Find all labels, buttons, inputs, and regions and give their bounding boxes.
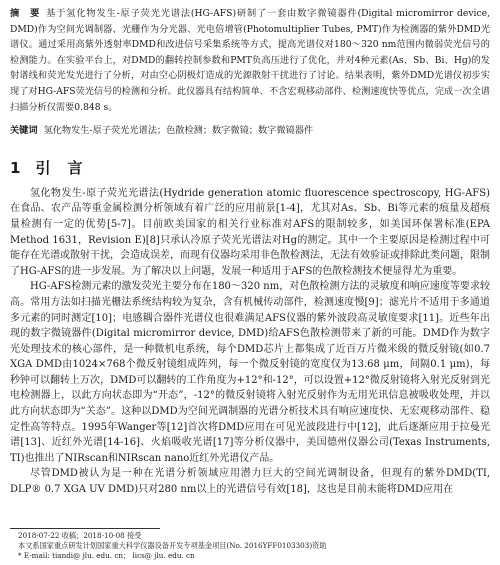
paragraph: HG-AFS检测元素的激发荧光主要分布在180～320 nm，对色散检测方法的灵敏度和响应速度等要求较高。常用方法如扫描光栅法系统结构较为复杂，含有机械传动部件，检测速度慢[9]；滤光片不适用于多通道多元素的同时测定[10]；电感耦合器件光谱仪也很难满足AFS仪器的紫外波段高灵敏度要求[11]。近些年出现的数字微镜器件(Digital micromirror device, DMD)给AFS色散检测带来了新的可能。DMD作为数字光处理技术的核心部件，是一种微机电系统，每个DMD芯片上都集成了近百万片微米级的微反射镜(如0.7 XGA DMD由1024×768个微反射镜组成阵列，每一个微反射镜的宽度仅为13.68 μm，间隔0.1 μm)，每秒钟可以翻转上万次，DMD可以翻转的工作角度为+12°和-12°，可以设置+12°微反射镜将入射光反射到光电检测器上，以此方向状态即为“开态”，-12°的微反射镜将入射光反射作为无用光讯信息被吸收处理，并以此方向状态即为“关态”。这种以DMD为空间光调制器的光谱分析技术具有响应速度快、无宏观移动部件、稳定性高等特点。1995年Wanger等[12]首次将DMD应用在可见光波段进行中[12]，此后逐渐应用于拉曼光谱[13]、近红外光谱[14-16]、火焰吸收光谱[17]等分析仪器中，美国德州仪器公司(Texas Instruments, TI)也推出了NIRscan和NIRscan nano近红外光谱仪产品。 [10,281,490,464]
keywords [10,123,490,139]
paragraph: 氢化物发生-原子荧光光谱法(Hydride generation atomic fluorescence spectroscopy, HG-AFS)在食品、农产品等重金属检测分析领域有着广泛的应用前景[1-4]，尤其对As、Sb、Bi等元素的痕量及超痕量检测有一定的优势[5-7]。目前欧美国家的相关行业标准对AFS的限制较多，如美国环保署标准(EPA Method 1631，Revision E)[8]只承认冷原子荧光光谱法对Hg的测定。其中一个主要原因是检测过程中可能存在光谱或散射干扰，会造成误差，而现有仪器均采用非色散检测法，无法有效验证或排除此类问题，限制了HG-AFS的进一步发展。为了解决以上问题，发展一种适用于AFS的色散检测技术便显得尤为重要。 [10,187,490,277]
abstract-label: 摘 要 [10,8,41,19]
footnotes [10,531,490,562]
section-number: 1 [10,158,22,177]
keywords-text: 氢化物发生-原子荧光光谱法；色散检测；数字微镜；数字微镜器件 [43,125,314,137]
abstract [10,6,490,115]
paragraph: 尽管DMD被认为是一种在光谱分析领域应用潜力巨大的空间光调制设备，但现有的紫外DMD(TI, DLP® 0.7 XGA UV DMD)只对280 nm以上的光谱信号有效[18]，这也是目前未能将DMD应用在 [10,468,490,496]
body-text [10,186,490,498]
section-heading [10,157,490,178]
footnote-funding: 本文系国家重点研发计划国家重大科学仪器设备开发专项基金项目(No. 2016YFF0103303)资助 [18,541,327,551]
keywords-label: 关键词 [10,125,38,137]
abstract-text: 基于氢化物发生-原子荧光光谱法(HG-AFS)研制了一套由数字微镜器件(Digital micromirror device, DMD)作为空间光调制器、光栅作为分光器、光电倍增管(Photomultiplier Tubes, PMT)作为检测器的紫外DMD光谱仪。通过采用高紫外透射率DMD和改进信号采集系统等方式，提高光谱仪对180～320 nm范围内微弱荧光信号的检测能力。在实验平台上，对DMD的翻转控制参数和PMT负高压进行了优化，并对4种元素(As、Sb、Bi、Hg)的发射谱线和荧光发光进行了分析，对由空心阴极灯造成的光源散射干扰进行了讨论。结果表明，紫外DMD光谱仪初步实现了对HG-AFS荧光信号的检测和分析。此仪器具有结构简单、不含宏观移动部件、检测速度快等优点，完成一次全谱扫描分析仅需要0.848 s。 [10,8,490,113]
footnote-email: * E-mail: tiandi@ jlu. edu. cn； lics@ jlu. edu. cn [18,551,195,561]
footnote-divider [10,528,160,529]
footnote-received: 2018-07-22 收稿；2018-10-08 接受 [18,531,142,540]
section-title: 引 言 [35,158,84,177]
